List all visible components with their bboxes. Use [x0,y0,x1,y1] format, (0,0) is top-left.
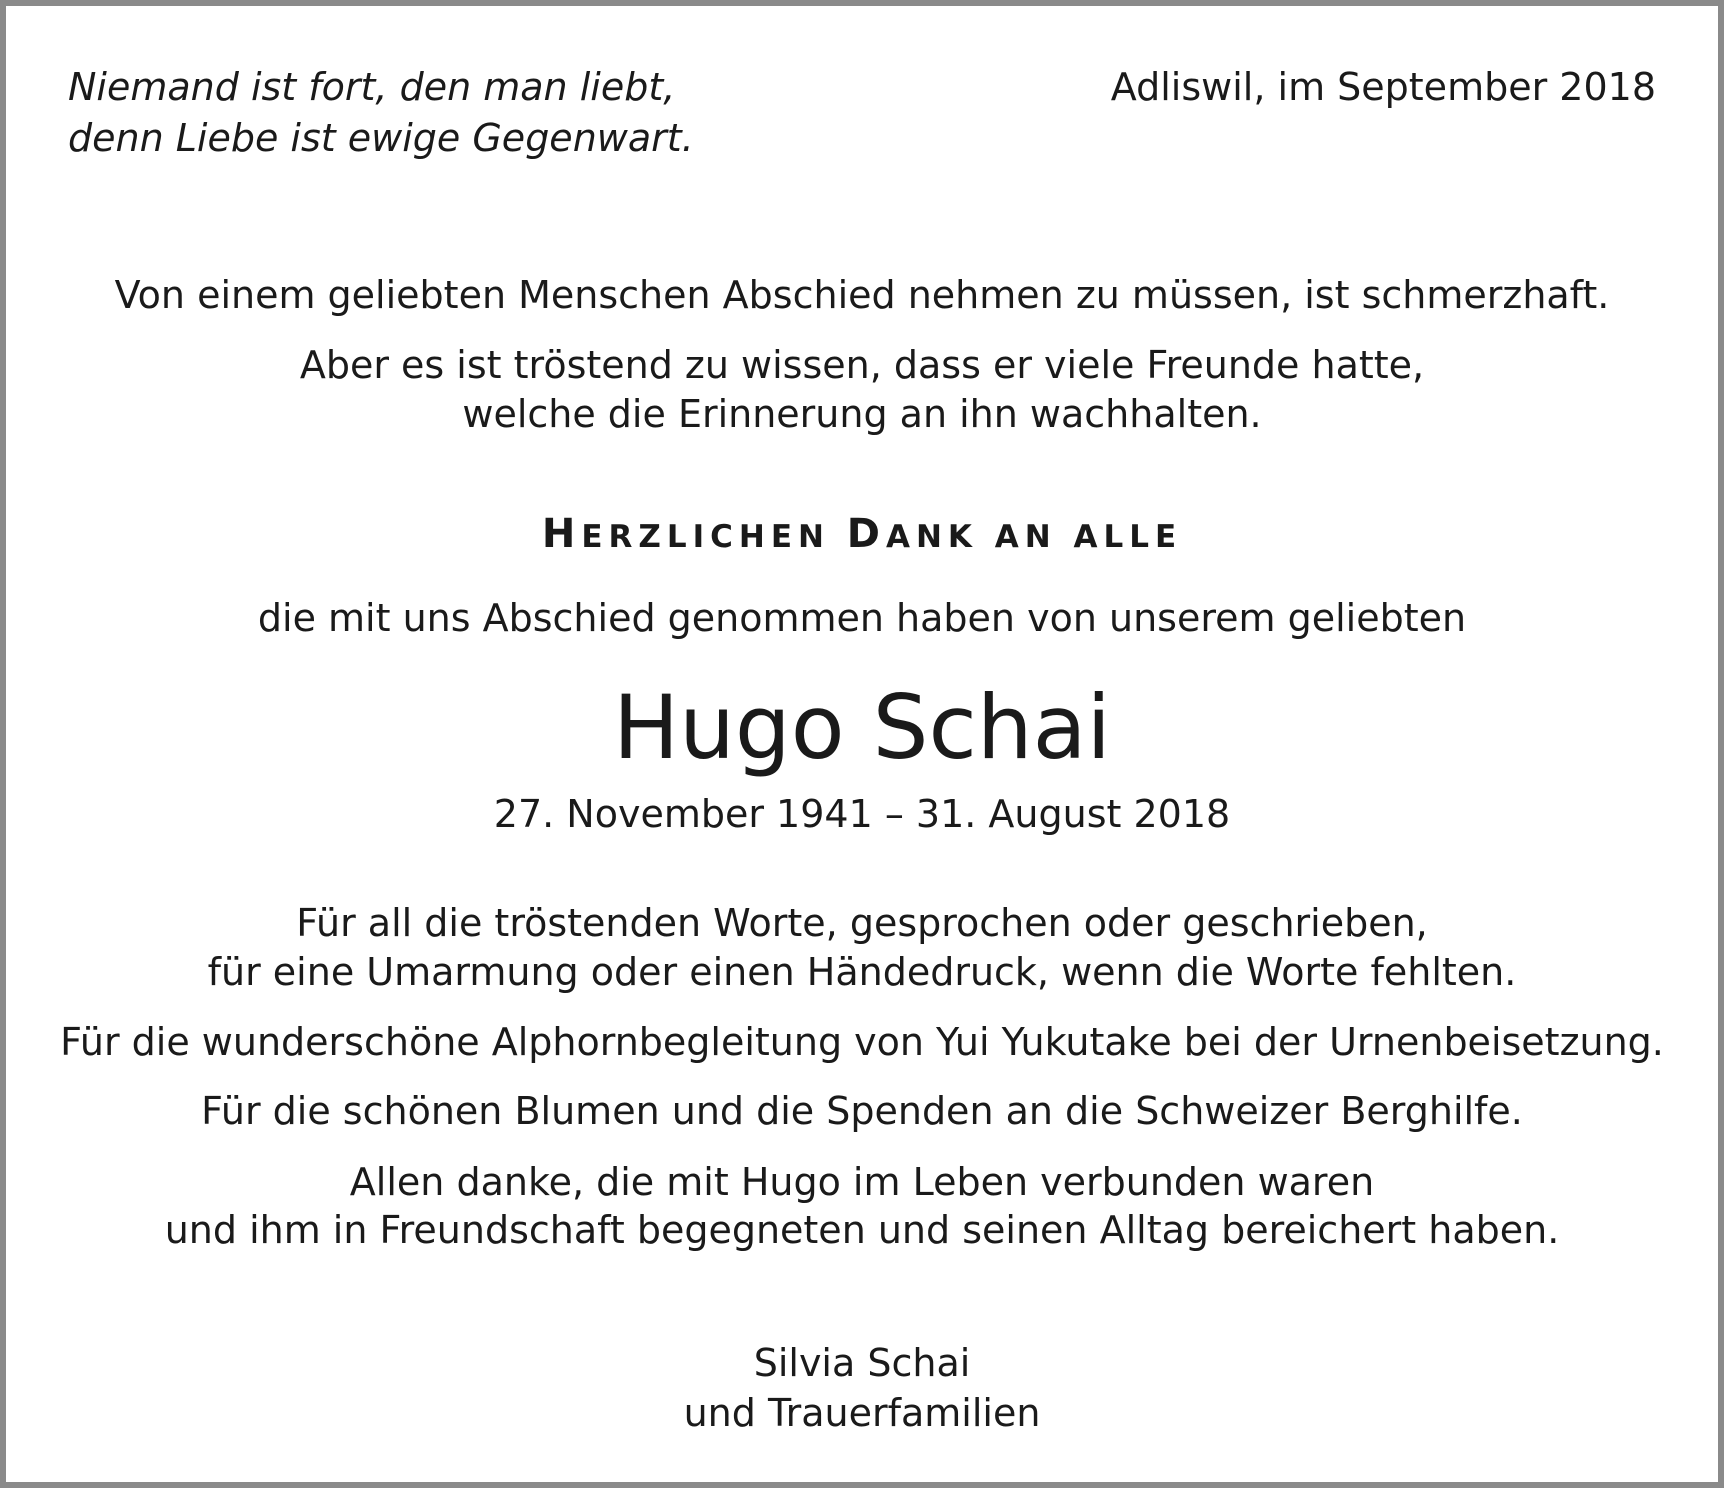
heading-initial-2: D [846,511,886,557]
heading-rest-2: ANK AN ALLE [885,519,1183,555]
heading-rest-1: ERZLICHEN [581,519,830,555]
intro-line-1: Von einem geliebten Menschen Abschied nehmen zu müssen, ist schmerzhaft. [114,273,1610,317]
motto-quote [68,62,694,164]
motto-line-1: Niemand ist fort, den man liebt, [68,65,676,109]
deceased-name: Hugo Schai [612,676,1111,779]
thanks-p1-line-2: für eine Umarmung oder einen Händedruck, wenn die Worte fehlten. [207,950,1517,994]
motto-line-2: denn Liebe ist ewige Gegenwart. [68,116,694,160]
intro-line-3: welche die Erinnerung an ihn wachhalten. [462,392,1262,436]
thanks-p3: Für die schönen Blumen und die Spenden an die Schweizer Berghilfe. [201,1089,1523,1133]
thanks-p4-line-1: Allen danke, die mit Hugo im Leben verbunden waren [349,1160,1375,1204]
subheading: die mit uns Abschied genommen haben von unserem geliebten [257,596,1467,640]
thanks-p4-line-2: und ihm in Freundschaft begegneten und seinen Alltag bereichert haben. [164,1208,1560,1252]
thanks-p1-line-1: Für all die tröstenden Worte, gesprochen oder geschrieben, [296,901,1428,945]
signature-line-2: und Trauerfamilien [683,1391,1041,1435]
place-and-date: Adliswil, im September 2018 [1110,65,1656,109]
heading-initial-1: H [541,511,582,557]
life-dates: 27. November 1941 – 31. August 2018 [493,792,1231,836]
thanks-p2: Für die wunderschöne Alphornbegleitung von Yui Yukutake bei der Urnenbeisetzung. [60,1020,1664,1064]
thanks-heading [6,511,1718,557]
signature-line-1: Silvia Schai [753,1341,971,1385]
intro-line-2: Aber es ist tröstend zu wissen, dass er viele Freunde hatte, [299,343,1425,387]
